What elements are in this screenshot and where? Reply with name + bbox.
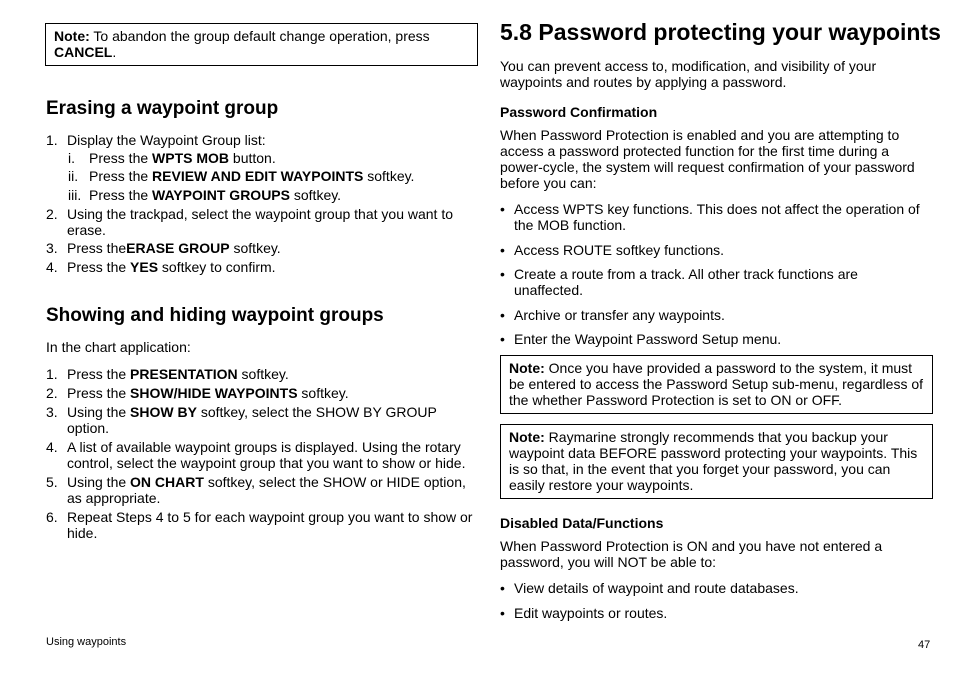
note-period: . <box>112 44 117 60</box>
step-number: ii. <box>68 168 79 184</box>
bullet-dot: • <box>500 242 505 258</box>
bullet-dot: • <box>500 580 505 596</box>
disabled-functions-text: When Password Protection is ON and you have not entered a password, you will NOT be able to: <box>500 538 883 570</box>
bullet-text: Access WPTS key functions. This does not affect the operation of the MOB function. <box>514 201 920 233</box>
disabled-functions-heading: Disabled Data/Functions <box>500 515 664 531</box>
step-text: Press the PRESENTATION softkey. <box>67 366 289 382</box>
step-number: 4. <box>46 439 58 455</box>
note-text: Once you have provided a password to the system, it must be entered to access the Password Setup sub-menu, regardless of the whether Password Protection is set to ON or OFF. <box>509 360 924 408</box>
note-label: Note: <box>509 429 545 445</box>
step-number: i. <box>68 150 75 166</box>
showing-heading: Showing and hiding waypoint groups <box>46 305 384 326</box>
note-cancel-key: CANCEL <box>54 44 113 60</box>
step-text: Using the trackpad, select the waypoint group that you want to erase. <box>67 206 454 238</box>
bullet-dot: • <box>500 605 505 621</box>
step-number: 1. <box>46 366 58 382</box>
bullet-text: Create a route from a track. All other track functions are unaffected. <box>514 266 858 298</box>
password-note <box>500 355 933 414</box>
step-number: 1. <box>46 132 58 148</box>
bullet-text: View details of waypoint and route databases. <box>514 580 799 596</box>
bullet-text: Archive or transfer any waypoints. <box>514 307 725 323</box>
footer-section-title: Using waypoints <box>46 636 127 648</box>
bullet-dot: • <box>500 201 505 217</box>
step-text: Press the WPTS MOB button. <box>89 150 276 166</box>
bullet-text: Enter the Waypoint Password Setup menu. <box>514 331 782 347</box>
step-text: Using the SHOW BY softkey, select the SHOW BY GROUP option. <box>67 404 437 436</box>
showing-intro: In the chart application: <box>46 339 191 355</box>
step-number: 3. <box>46 404 58 420</box>
step-number: 6. <box>46 509 58 525</box>
backup-note <box>500 424 933 499</box>
note-label: Note: <box>509 360 545 376</box>
bullet-text: Access ROUTE softkey functions. <box>514 242 725 258</box>
bullet-text: Edit waypoints or routes. <box>514 605 668 621</box>
step-text: Press the YES softkey to confirm. <box>67 259 276 275</box>
step-text: Using the ON CHART softkey, select the SHOW or HIDE option, as appropriate. <box>67 474 466 506</box>
step-number: 2. <box>46 206 58 222</box>
step-number: 4. <box>46 259 58 275</box>
password-confirmation-heading: Password Confirmation <box>500 104 658 120</box>
step-text: Press the REVIEW AND EDIT WAYPOINTS softkey. <box>89 168 415 184</box>
step-text: Press theERASE GROUP softkey. <box>67 240 281 256</box>
bullet-dot: • <box>500 331 505 347</box>
page-title: 5.8 Password protecting your waypoints <box>500 19 941 45</box>
note-text: Raymarine strongly recommends that you backup your waypoint data BEFORE password protecting your waypoints. This is so that, in the event that you forget your password, you can easily restore your waypoints. <box>509 429 918 493</box>
step-text: A list of available waypoint groups is displayed. Using the rotary control, select the waypoint group that you want to show or hide. <box>67 439 466 471</box>
note-label: Note: <box>54 28 90 44</box>
note-text: To abandon the group default change operation, press <box>89 28 430 44</box>
password-intro: You can prevent access to, modification, and visibility of your waypoints and routes by applying a password. <box>500 58 877 90</box>
step-text: Display the Waypoint Group list: <box>67 132 266 148</box>
cancel-note <box>45 23 478 66</box>
step-number: 5. <box>46 474 58 490</box>
bullet-dot: • <box>500 266 505 282</box>
step-number: 2. <box>46 385 58 401</box>
step-number: iii. <box>68 187 82 203</box>
erasing-heading: Erasing a waypoint group <box>46 98 279 119</box>
step-text: Repeat Steps 4 to 5 for each waypoint group you want to show or hide. <box>67 509 473 541</box>
step-text: Press the WAYPOINT GROUPS softkey. <box>89 187 342 203</box>
password-confirmation-text: When Password Protection is enabled and you are attempting to access a password protected function for the first time during a power-cycle, the system will request confirmation of your password before you can: <box>500 127 915 191</box>
step-number: 3. <box>46 240 58 256</box>
bullet-dot: • <box>500 307 505 323</box>
step-text: Press the SHOW/HIDE WAYPOINTS softkey. <box>67 385 349 401</box>
page-number: 47 <box>918 639 931 651</box>
